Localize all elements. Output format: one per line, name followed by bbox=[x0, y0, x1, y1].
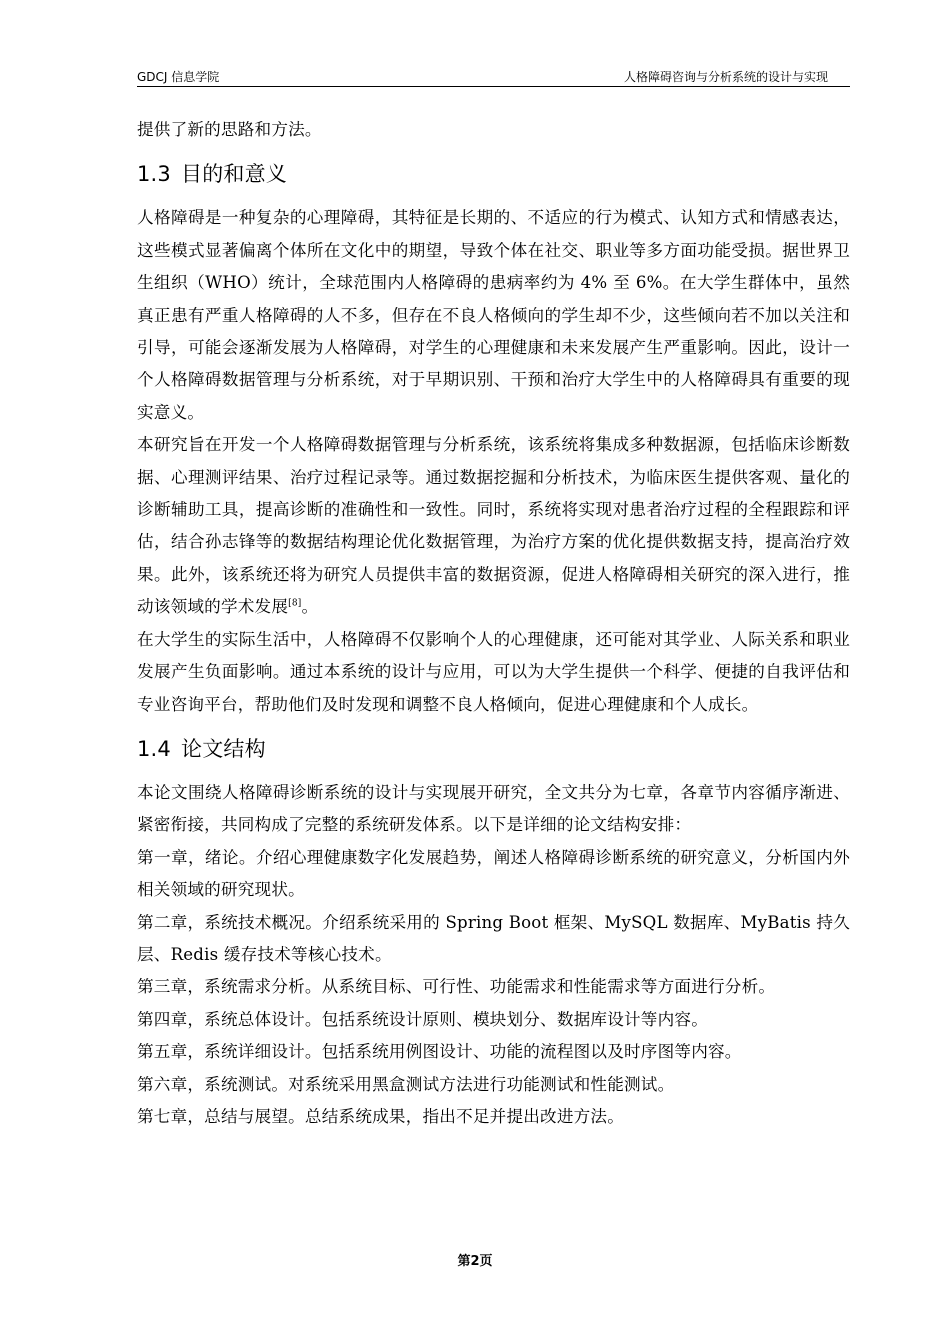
citation-ref: [8] bbox=[288, 598, 302, 609]
header-institution: GDCJ 信息学院 bbox=[137, 70, 220, 84]
section-heading-1-4 bbox=[137, 721, 850, 777]
page-header bbox=[137, 70, 850, 87]
section-number: 1.3 bbox=[137, 162, 171, 187]
section-number: 1.4 bbox=[137, 736, 171, 761]
chapter-item: 第二章，系统技术概况。介绍系统采用的 Spring Boot 框架、MySQL 数据库、MyBatis 持久层、Redis 缓存技术等核心技术。 bbox=[137, 912, 850, 964]
paragraph: 本论文围绕人格障碍诊断系统的设计与实现展开研究，全文共分为七章，各章节内容循序渐进、紧密衔接，共同构成了完整的系统研发体系。以下是详细的论文结构安排： bbox=[137, 782, 850, 835]
intro-line: 提供了新的思路和方法。 bbox=[137, 120, 322, 139]
paragraph-end: 。 bbox=[301, 597, 319, 617]
chapter-item: 第三章，系统需求分析。从系统目标、可行性、功能需求和性能需求等方面进行分析。 bbox=[137, 977, 776, 997]
paragraph bbox=[137, 429, 850, 623]
section-title: 目的和意义 bbox=[181, 162, 287, 187]
chapter-item: 第四章，系统总体设计。包括系统设计原则、模块划分、数据库设计等内容。 bbox=[137, 1009, 708, 1029]
paragraph-text: 本研究旨在开发一个人格障碍数据管理与分析系统，该系统将集成多种数据源，包括临床诊断数据、心理测评结果、治疗过程记录等。通过数据挖掘和分析技术，为临床医生提供客观、量化的诊断辅助工具，提高诊断的准确性和一致性。同时，系统将实现对患者治疗过程的全程跟踪和评估，结合孙志锋等的数据结构理论优化数据管理，为治疗方案的优化提供数据支持，提高治疗效果。此外，该系统还将为研究人员提供丰富的数据资源，促进人格障碍相关研究的深入进行，推动该领域的学术发展 bbox=[137, 435, 850, 617]
paragraph: 在大学生的实际生活中，人格障碍不仅影响个人的心理健康，还可能对其学业、人际关系和职业发展产生负面影响。通过本系统的设计与应用，可以为大学生提供一个科学、便捷的自我评估和专业咨询平台，帮助他们及时发现和调整不良人格倾向，促进心理健康和个人成长。 bbox=[137, 629, 850, 714]
chapter-item: 第五章，系统详细设计。包括系统用例图设计、功能的流程图以及时序图等内容。 bbox=[137, 1042, 742, 1062]
chapter-item: 第一章，绪论。介绍心理健康数字化发展趋势，阐述人格障碍诊断系统的研究意义，分析国内外相关领域的研究现状。 bbox=[137, 847, 850, 900]
chapter-item: 第六章，系统测试。对系统采用黑盒测试方法进行功能测试和性能测试。 bbox=[137, 1074, 675, 1094]
paragraph: 人格障碍是一种复杂的心理障碍，其特征是长期的、不适应的行为模式、认知方式和情感表达，这些模式显著偏离个体所在文化中的期望，导致个体在社交、职业等多方面功能受损。据世界卫生组织（WHO）统计，全球范围内人格障碍的患病率约为 4% 至 6%。在大学生群体中，虽然真正患有严重人格障碍的人不多，但存在不良人格倾向的学生却不少，这些倾向若不加以关注和引导，可能会逐渐发展为人格障碍，对学生的心理健康和未来发展产生严重影响。因此，设计一个人格障碍数据管理与分析系统，对于早期识别、干预和治疗大学生中的人格障碍具有重要的现实意义。 bbox=[137, 208, 850, 422]
header-thesis-title: 人格障碍咨询与分析系统的设计与实现 bbox=[623, 70, 828, 84]
section-heading-1-3 bbox=[137, 146, 850, 202]
page-body bbox=[137, 114, 850, 1133]
chapter-item: 第七章，总结与展望。总结系统成果，指出不足并提出改进方法。 bbox=[137, 1106, 625, 1126]
page-number: 第2页 bbox=[457, 1254, 493, 1269]
section-title: 论文结构 bbox=[181, 736, 266, 761]
